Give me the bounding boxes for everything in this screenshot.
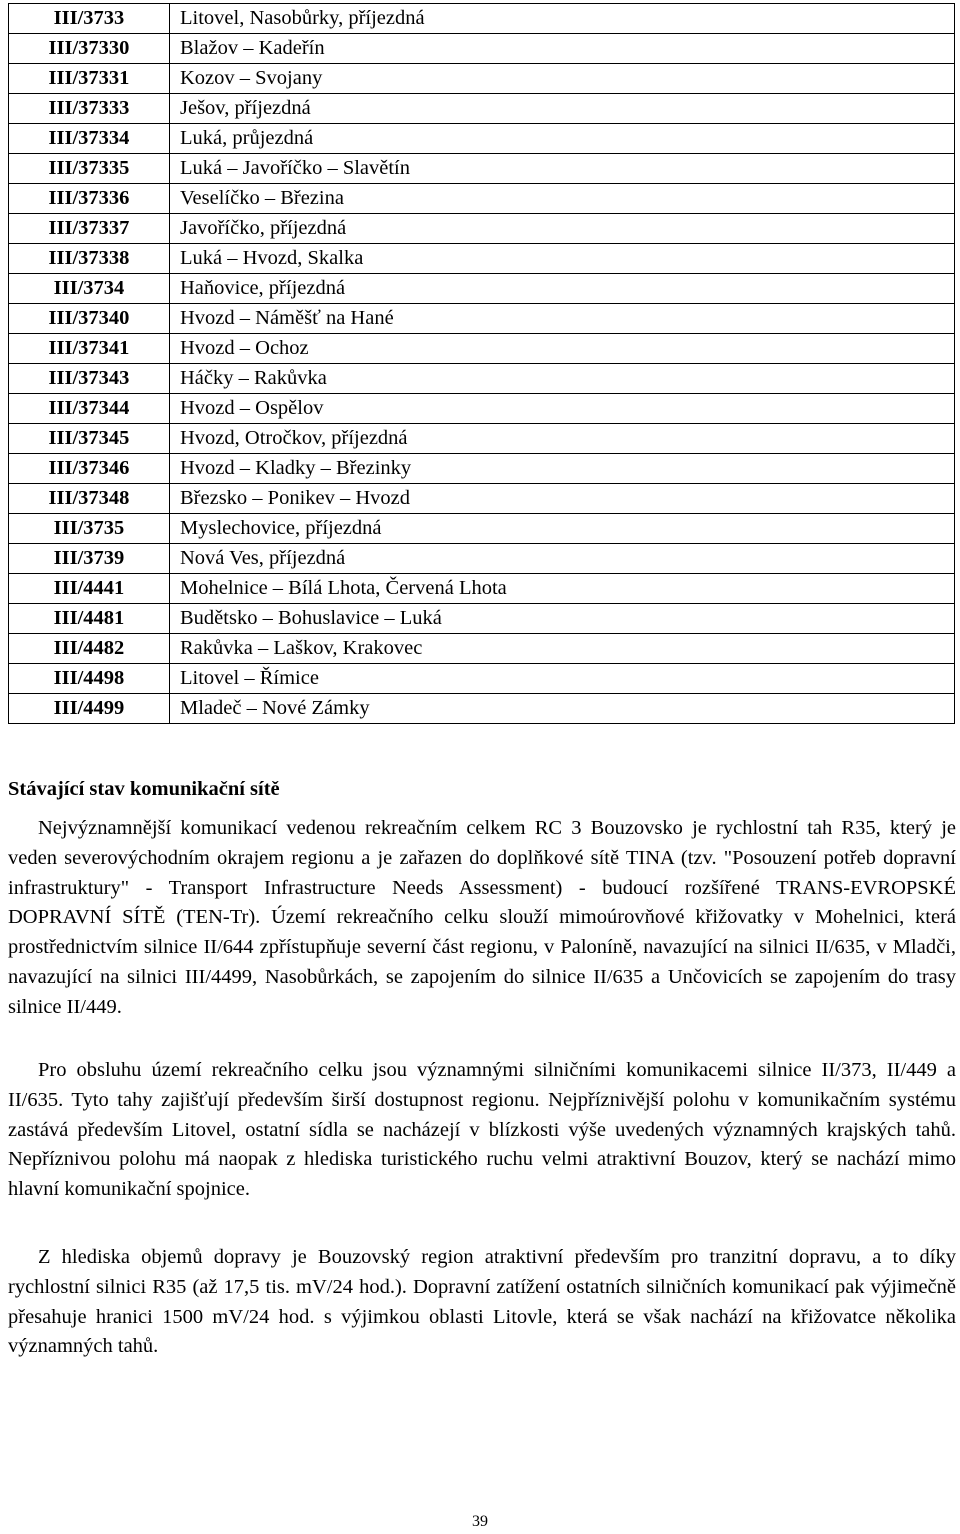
road-table (8, 3, 955, 724)
paragraph-traffic-volume: Z hlediska objemů dopravy je Bouzovský region atraktivní především pro tranzitní dopravu, a to díky rychlostní silnici R35 (až 17,5 tis. mV/24 hod.). Dopravní zatížení ostatních silničních komunikací pak výjimečně přesahuje hranici 1500 mV/24 hod. s výjimkou oblasti Litovle, která se však nachází na křižovatce několika významných tahů. (8, 1246, 956, 1358)
road-code: III/37333 (9, 94, 170, 124)
road-code: III/4498 (9, 664, 170, 694)
road-code: III/37335 (9, 154, 170, 184)
road-code: III/37334 (9, 124, 170, 154)
table-row (9, 274, 955, 304)
road-code: III/37346 (9, 454, 170, 484)
road-route: Haňovice, příjezdná (170, 274, 955, 304)
table-row (9, 64, 955, 94)
road-code: III/37341 (9, 334, 170, 364)
page-number: 39 (472, 1513, 488, 1530)
road-route: Litovel, Nasobůrky, příjezdná (170, 4, 955, 34)
road-route: Javoříčko, příjezdná (170, 214, 955, 244)
table-row (9, 694, 955, 724)
road-route: Háčky – Rakůvka (170, 364, 955, 394)
road-code: III/3735 (9, 514, 170, 544)
table-row (9, 634, 955, 664)
road-route: Rakůvka – Laškov, Krakovec (170, 634, 955, 664)
road-code: III/37345 (9, 424, 170, 454)
table-row (9, 574, 955, 604)
table-row (9, 604, 955, 634)
road-route: Kozov – Svojany (170, 64, 955, 94)
road-code: III/37337 (9, 214, 170, 244)
road-route: Mohelnice – Bílá Lhota, Červená Lhota (170, 574, 955, 604)
table-row (9, 484, 955, 514)
table-row (9, 244, 955, 274)
road-code: III/3734 (9, 274, 170, 304)
road-code: III/37336 (9, 184, 170, 214)
road-route: Ješov, příjezdná (170, 94, 955, 124)
table-row (9, 454, 955, 484)
table-row (9, 4, 955, 34)
table-row (9, 184, 955, 214)
road-code: III/4499 (9, 694, 170, 724)
road-route: Hvozd – Kladky – Březinky (170, 454, 955, 484)
road-route: Budětsko – Bohuslavice – Luká (170, 604, 955, 634)
table-row (9, 94, 955, 124)
road-code: III/4482 (9, 634, 170, 664)
table-row (9, 664, 955, 694)
road-code: III/37331 (9, 64, 170, 94)
road-route: Hvozd – Ospělov (170, 394, 955, 424)
table-row (9, 304, 955, 334)
road-code: III/37348 (9, 484, 170, 514)
table-row (9, 514, 955, 544)
road-route: Hvozd – Ochoz (170, 334, 955, 364)
road-code: III/3739 (9, 544, 170, 574)
road-code: III/37330 (9, 34, 170, 64)
table-row (9, 544, 955, 574)
road-code: III/37343 (9, 364, 170, 394)
road-route: Blažov – Kadeřín (170, 34, 955, 64)
table-row (9, 154, 955, 184)
road-table-body (9, 4, 955, 724)
paragraph-road-service: Pro obsluhu území rekreačního celku jsou významnými silničními komunikacemi silnice II/373, II/449 a II/635. Tyto tahy zajišťují především širší dostupnost regionu. Nejpříznivější polohu v komunikačním systému zastává především Litovel, ostatní sídla se nacházejí v blízkosti výše uvedených významných krajských tahů. Nepříznivou polohu má naopak z hlediska turistického ruchu velmi atraktivní Bouzov, který se nachází mimo hlavní komunikační spojnice. (8, 1059, 956, 1201)
table-row (9, 394, 955, 424)
road-route: Hvozd, Otročkov, příjezdná (170, 424, 955, 454)
road-code: III/37340 (9, 304, 170, 334)
road-route: Hvozd – Náměšť na Hané (170, 304, 955, 334)
road-code: III/37344 (9, 394, 170, 424)
road-route: Luká – Hvozd, Skalka (170, 244, 955, 274)
table-row (9, 124, 955, 154)
road-code: III/3733 (9, 4, 170, 34)
road-route: Březsko – Ponikev – Hvozd (170, 484, 955, 514)
section-heading: Stávající stav komunikační sítě (8, 778, 280, 800)
table-row (9, 34, 955, 64)
table-row (9, 214, 955, 244)
road-route: Myslechovice, příjezdná (170, 514, 955, 544)
road-route: Luká – Javoříčko – Slavětín (170, 154, 955, 184)
table-row (9, 334, 955, 364)
road-route: Luká, průjezdná (170, 124, 955, 154)
table-row (9, 364, 955, 394)
road-route: Nová Ves, příjezdná (170, 544, 955, 574)
road-code: III/37338 (9, 244, 170, 274)
paragraph-road-network: Nejvýznamnější komunikací vedenou rekreačním celkem RC 3 Bouzovsko je rychlostní tah R35, který je veden severovýchodním okrajem regionu a je zařazen do doplňkové sítě TINA (tzv. "Posouzení potřeb dopravní infrastruktury" - Transport Infrastructure Needs Assessment) - budoucí rozšířené TRANS-EVROPSKÉ DOPRAVNÍ SÍTĚ (TEN-Tr). Území rekreačního celku slouží mimoúrovňové křižovatky v Mohelnici, která prostřednictvím silnice II/644 zpřístupňuje severní část regionu, v Paloníně, navazující na silnici II/635, v Mladči, navazující na silnici III/4499, Nasobůrkách, se zapojením do silnice II/635 a Unčovicích se zapojením do trasy silnice II/449. (8, 817, 956, 1018)
road-route: Mladeč – Nové Zámky (170, 694, 955, 724)
road-code: III/4481 (9, 604, 170, 634)
road-code: III/4441 (9, 574, 170, 604)
road-route: Veselíčko – Březina (170, 184, 955, 214)
road-route: Litovel – Římice (170, 664, 955, 694)
table-row (9, 424, 955, 454)
